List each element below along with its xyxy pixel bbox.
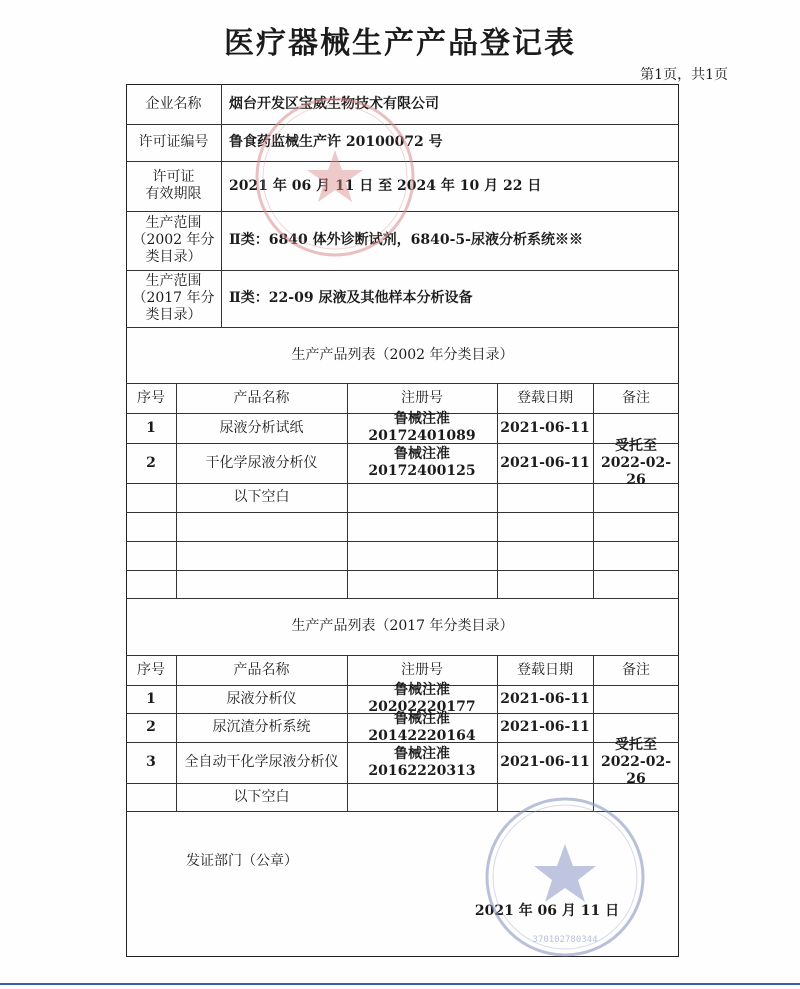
scope-label-line: 生产范围 xyxy=(145,273,202,289)
scan-edge-line xyxy=(0,983,800,985)
validity-label-line: 许可证 xyxy=(152,169,195,185)
header-product-name: 产品名称 xyxy=(233,661,290,678)
row-note xyxy=(593,437,679,488)
row-no: 3 xyxy=(146,754,156,770)
scope-label-line: 类目录） xyxy=(145,307,202,323)
row-product-name: 全自动干化学尿液分析仪 xyxy=(184,754,339,770)
row-date: 2021-06-11 xyxy=(500,690,590,707)
rule xyxy=(126,512,679,513)
scope-2017-value: Ⅱ类：22-09 尿液及其他样本分析设备 xyxy=(229,290,473,306)
row-date: 2021-06-11 xyxy=(500,419,590,436)
blank-marker: 以下空白 xyxy=(233,489,290,505)
scope-label-line: 生产范围 xyxy=(145,215,202,231)
rule xyxy=(593,383,594,598)
rule xyxy=(126,541,679,542)
company-name-label: 企业名称 xyxy=(145,95,202,112)
row-product-name: 尿沉渣分析系统 xyxy=(212,719,311,735)
row-note xyxy=(593,737,679,787)
header-date: 登载日期 xyxy=(517,389,573,406)
issuer-label: 发证部门（公章） xyxy=(186,852,298,869)
issue-date: 2021 年 06 月 11 日 xyxy=(474,902,620,919)
seal-number: 370102780344 xyxy=(532,935,598,945)
scope-2017-label xyxy=(126,270,221,327)
list-2017-heading: 生产产品列表（2017 年分类目录） xyxy=(291,618,514,634)
scope-label-line: 类目录） xyxy=(145,249,202,265)
header-registration-no: 注册号 xyxy=(401,389,443,406)
company-name-value: 烟台开发区宝威生物技术有限公司 xyxy=(229,95,439,112)
header-no: 序号 xyxy=(137,389,165,406)
header-note: 备注 xyxy=(622,661,650,678)
note-line: 2022-02-26 xyxy=(600,454,672,488)
row-registration-no: 鲁械注准 20142220164 xyxy=(368,710,476,744)
scope-2002-label xyxy=(126,211,221,270)
page-indicator: 第1页，共1页 xyxy=(640,67,728,83)
row-no: 1 xyxy=(146,419,156,436)
header-note: 备注 xyxy=(622,389,650,406)
validity-label-line: 有效期限 xyxy=(145,186,202,202)
license-number-value: 鲁食药监械生产许 20100072 号 xyxy=(229,134,443,150)
scope-label-line: （2017 年分 xyxy=(132,290,215,306)
header-product-name: 产品名称 xyxy=(233,389,290,406)
document-title: 医疗器械生产产品登记表 xyxy=(224,26,576,61)
license-number-label: 许可证编号 xyxy=(138,134,209,150)
row-no: 1 xyxy=(146,690,156,707)
note-line: 受托至 xyxy=(615,437,657,454)
scope-label-line: （2002 年分 xyxy=(132,232,215,248)
row-registration-no: 鲁械注准 20202220177 xyxy=(368,682,476,715)
row-registration-no: 鲁械注准 20172400125 xyxy=(368,446,476,479)
header-no: 序号 xyxy=(137,661,165,678)
scope-2002-value: Ⅱ类：6840 体外诊断试剂，6840-5-尿液分析系统※※ xyxy=(229,232,583,248)
row-date: 2021-06-11 xyxy=(500,754,590,770)
row-product-name: 尿液分析试纸 xyxy=(219,419,304,436)
rule xyxy=(126,811,679,812)
validity-label xyxy=(126,161,221,211)
row-date: 2021-06-11 xyxy=(500,454,590,471)
header-date: 登载日期 xyxy=(517,661,573,678)
note-line: 2022-02-26 xyxy=(600,754,672,787)
header-registration-no: 注册号 xyxy=(401,661,443,678)
row-no: 2 xyxy=(146,454,156,471)
row-no: 2 xyxy=(146,719,156,735)
row-registration-no: 鲁械注准 20162220313 xyxy=(368,745,476,779)
row-registration-no: 鲁械注准 20172401089 xyxy=(368,411,476,444)
validity-value: 2021 年 06 月 11 日 至 2024 年 10 月 22 日 xyxy=(229,177,542,194)
note-line: 受托至 xyxy=(615,737,657,753)
row-product-name: 尿液分析仪 xyxy=(226,690,297,707)
list-2002-heading: 生产产品列表（2002 年分类目录） xyxy=(291,346,514,363)
row-product-name: 干化学尿液分析仪 xyxy=(205,454,318,471)
blank-marker: 以下空白 xyxy=(233,788,290,805)
rule xyxy=(126,570,679,571)
row-date: 2021-06-11 xyxy=(500,719,590,735)
